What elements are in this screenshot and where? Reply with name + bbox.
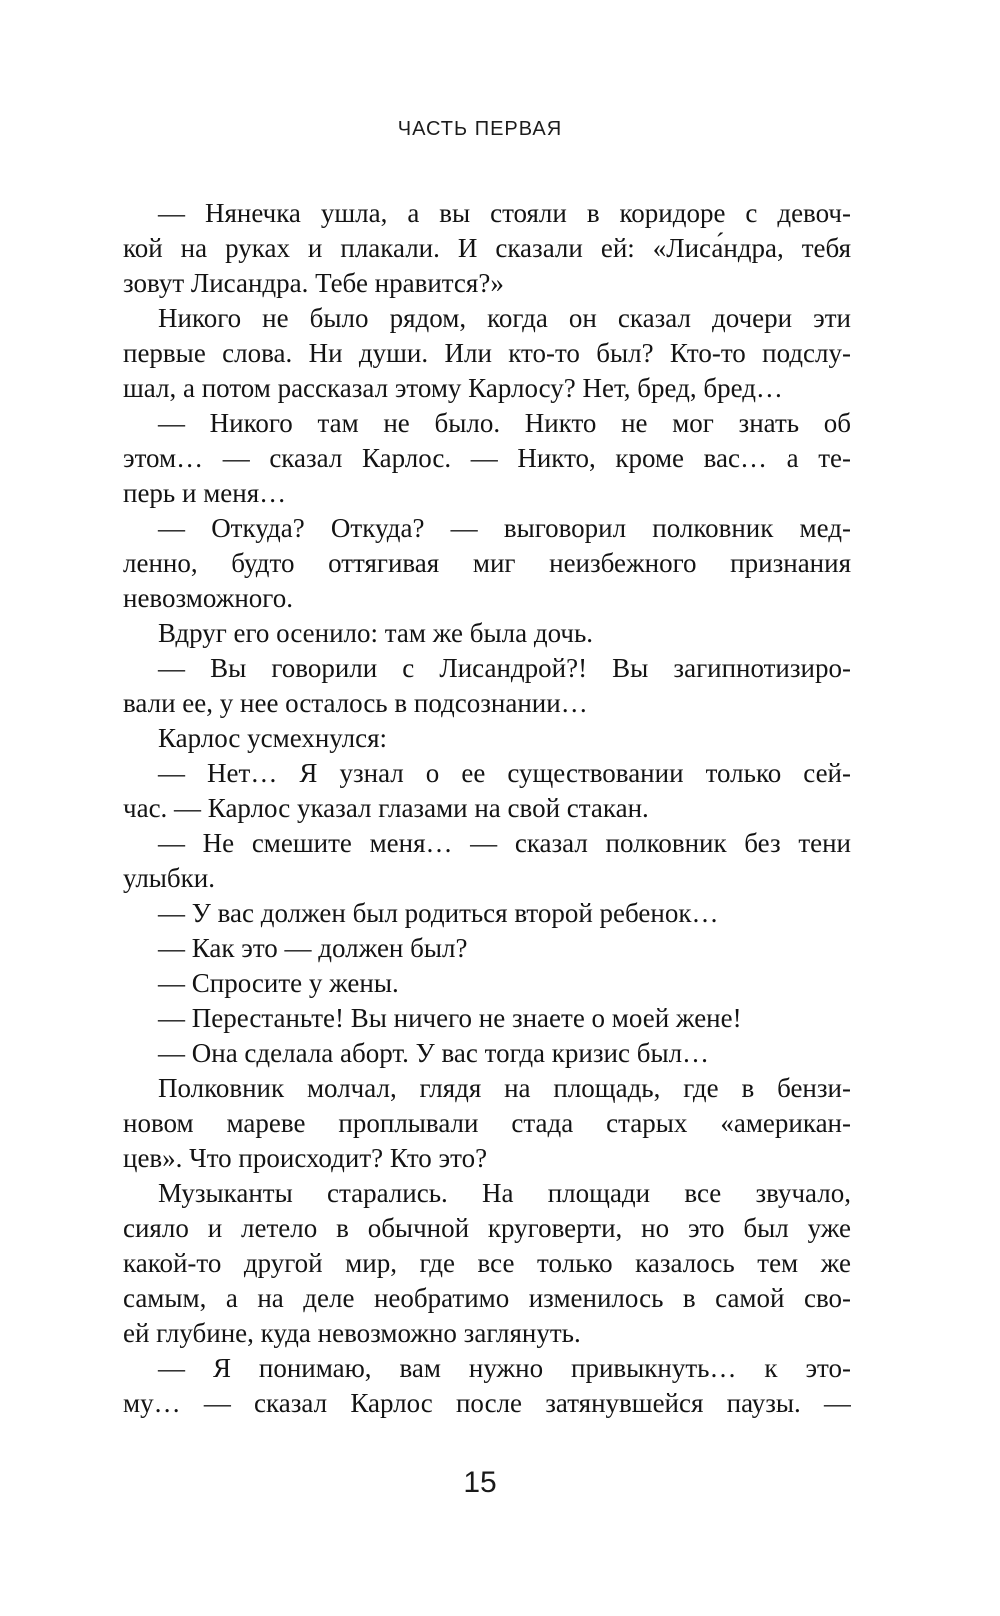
text-line: — Я понимаю, вам нужно привыкнуть… к это- [158, 1353, 851, 1383]
text-line: Музыканты старались. На площади все звучало, [158, 1178, 851, 1208]
text-line: Никого не было рядом, когда он сказал дочери эти [158, 303, 851, 333]
text-line: Карлос усмехнулся: [158, 723, 387, 753]
text-line: ленно, будто оттягивая миг неизбежного признания [123, 548, 851, 578]
paragraph [123, 196, 851, 301]
paragraph [123, 721, 851, 756]
paragraph [123, 616, 851, 651]
text-line: — Как это — должен был? [158, 933, 468, 963]
paragraph [123, 966, 851, 1001]
paragraph [123, 301, 851, 406]
paragraph [123, 511, 851, 616]
text-line: зовут Лисандра. Тебе нравится?» [123, 268, 504, 298]
text-line: ей глубине, куда невозможно заглянуть. [123, 1318, 581, 1348]
text-line: — Спросите у жены. [158, 968, 399, 998]
text-line: вали ее, у нее осталось в подсознании… [123, 688, 588, 718]
text-block [123, 196, 851, 1421]
paragraph [123, 1071, 851, 1176]
text-line: какой-то другой мир, где все только казалось тем же [123, 1248, 851, 1278]
text-line: — У вас должен был родиться второй ребенок… [158, 898, 719, 928]
text-line: Вдруг его осенило: там же была дочь. [158, 618, 594, 648]
paragraph [123, 1036, 851, 1071]
text-line: кой на руках и плакали. И сказали ей: «Лиса́ндра, тебя [123, 233, 851, 263]
paragraph [123, 896, 851, 931]
paragraph [123, 651, 851, 721]
paragraph [123, 1176, 851, 1351]
text-line: час. — Карлос указал глазами на свой стакан. [123, 793, 649, 823]
text-line: этом… — сказал Карлос. — Никто, кроме вас… а те- [123, 443, 851, 473]
page-number: 15 [463, 1466, 497, 1499]
text-line: сияло и летело в обычной круговерти, но это был уже [123, 1213, 851, 1243]
text-line: — Она сделала аборт. У вас тогда кризис был… [158, 1038, 710, 1068]
paragraph [123, 826, 851, 896]
text-line: шал, а потом рассказал этому Карлосу? Нет, бред, бред… [123, 373, 783, 403]
text-line: — Вы говорили с Лисандрой?! Вы загипнотизиро- [158, 653, 851, 683]
text-line: — Откуда? Откуда? — выговорил полковник мед- [158, 513, 851, 543]
running-head: ЧАСТЬ ПЕРВАЯ [397, 118, 563, 140]
text-line: первые слова. Ни души. Или кто-то был? Кто-то подслу- [123, 338, 851, 368]
text-line: перь и меня… [123, 478, 287, 508]
text-line: — Никого там не было. Никто не мог знать об [158, 408, 851, 438]
paragraph [123, 1351, 851, 1421]
paragraph [123, 406, 851, 511]
paragraph [123, 756, 851, 826]
text-line: цев». Что происходит? Кто это? [123, 1143, 488, 1173]
text-line: — Перестаньте! Вы ничего не знаете о моей жене! [158, 1003, 742, 1033]
text-line: — Нянечка ушла, а вы стояли в коридоре с девоч- [158, 198, 851, 228]
paragraph [123, 931, 851, 966]
text-line: Полковник молчал, глядя на площадь, где в бензи- [158, 1073, 851, 1103]
text-line: новом мареве проплывали стада старых «американ- [123, 1108, 851, 1138]
text-line: улыбки. [123, 863, 215, 893]
text-line: му… — сказал Карлос после затянувшейся паузы. — [123, 1388, 851, 1418]
text-line: невозможного. [123, 583, 293, 613]
text-line: самым, а на деле необратимо изменилось в самой сво- [123, 1283, 851, 1313]
text-line: — Нет… Я узнал о ее существовании только сей- [158, 758, 851, 788]
paragraph [123, 1001, 851, 1036]
text-line: — Не смешите меня… — сказал полковник без тени [158, 828, 851, 858]
